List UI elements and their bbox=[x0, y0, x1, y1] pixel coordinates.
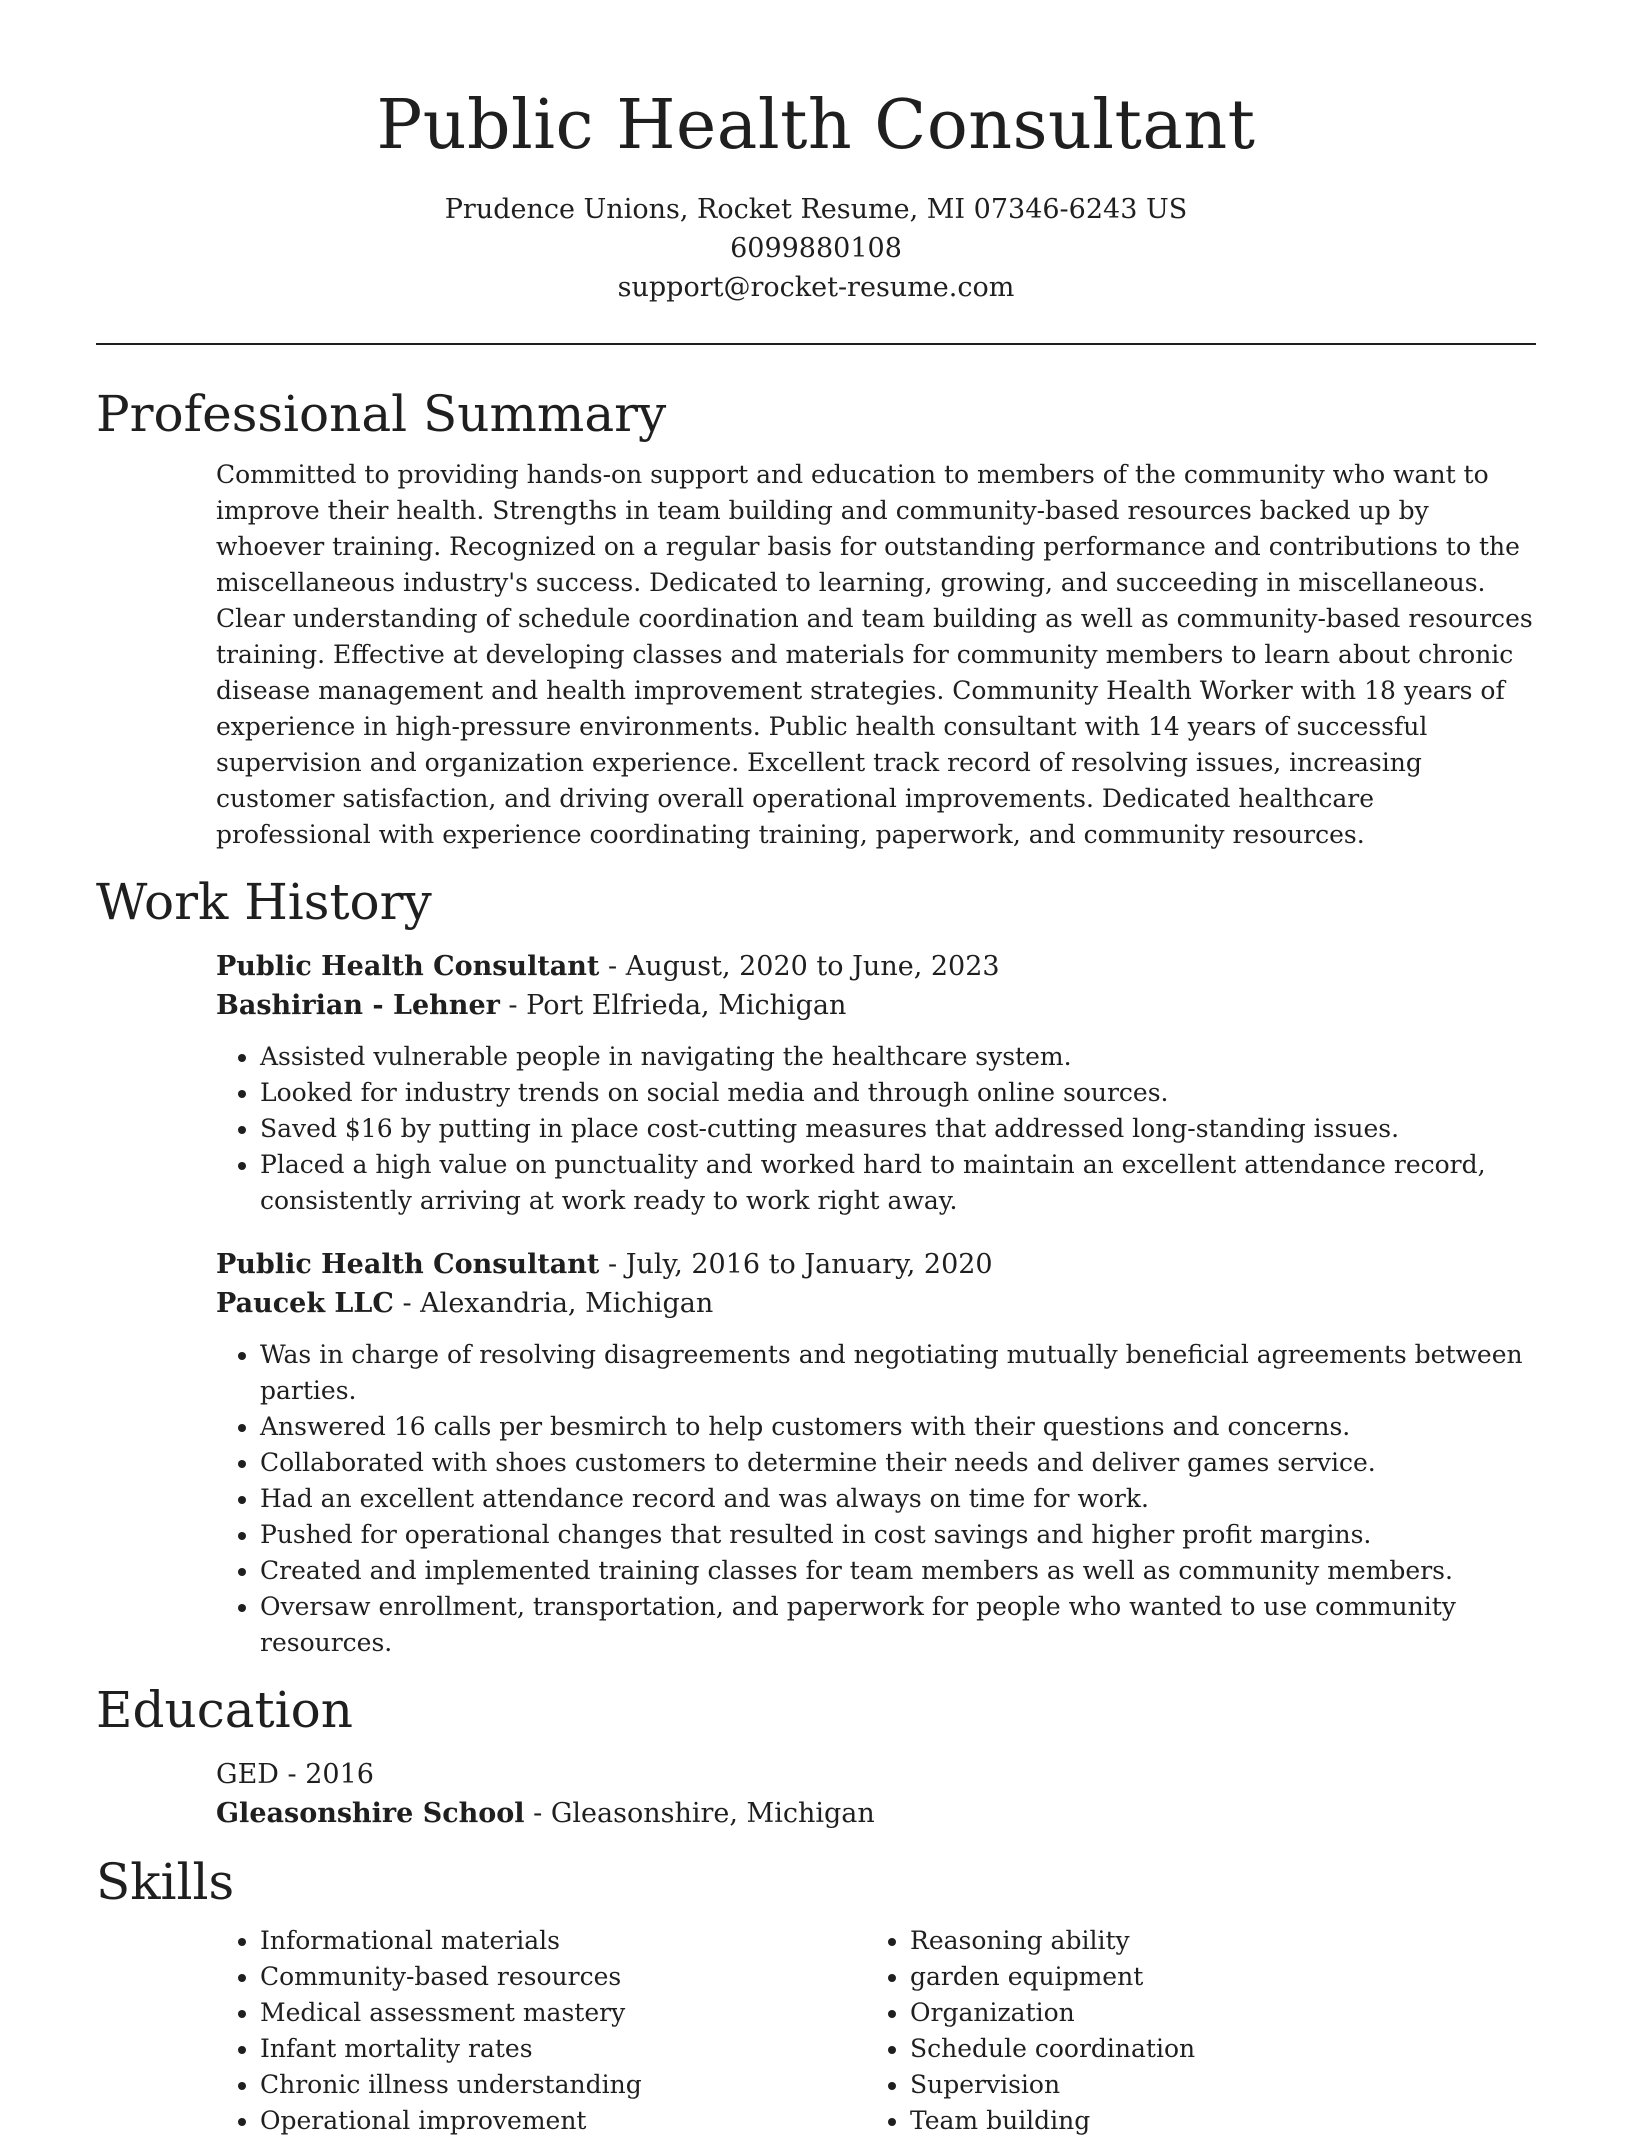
job-role: Public Health Consultant bbox=[216, 951, 600, 982]
job-role: Public Health Consultant bbox=[216, 1249, 600, 1280]
summary-heading: Professional Summary bbox=[96, 385, 667, 443]
list-item: • Pushed for operational changes that resulted in cost savings and higher profit margins. bbox=[260, 1517, 1536, 1553]
education-degree: GED - 2016 bbox=[216, 1759, 374, 1790]
contact-address: Prudence Unions, Rocket Resume, MI 07346-6243 US bbox=[444, 194, 1188, 225]
contact-email: support@rocket-resume.com bbox=[617, 272, 1015, 303]
list-item: • Had an excellent attendance record and was always on time for work. bbox=[260, 1481, 1536, 1517]
list-item: • Informational materials bbox=[260, 1923, 866, 1959]
list-item: • Medical assessment mastery bbox=[260, 1995, 866, 2031]
list-item: • Placed a high value on punctuality and worked hard to maintain an excellent attendance record, consistently arriving at work ready to work right away. bbox=[260, 1147, 1536, 1219]
job-company: Bashirian - Lehner bbox=[216, 990, 500, 1021]
list-item: • Infant mortality rates bbox=[260, 2031, 866, 2067]
skills-column-right bbox=[866, 1923, 1516, 2139]
job-dates: - August, 2020 to June, 2023 bbox=[599, 951, 1000, 982]
job-entry-2 bbox=[216, 1245, 1536, 1661]
contact-phone: 6099880108 bbox=[730, 233, 902, 264]
list-item: • Team building bbox=[910, 2103, 1516, 2139]
education-school: Gleasonshire School bbox=[216, 1798, 525, 1829]
list-item: • Supervision bbox=[910, 2067, 1516, 2103]
education-entry bbox=[216, 1755, 1536, 1833]
list-item: • Reasoning ability bbox=[910, 1923, 1516, 1959]
list-item: • Answered 16 calls per besmirch to help customers with their questions and concerns. bbox=[260, 1409, 1536, 1445]
list-item: • Collaborated with shoes customers to determine their needs and deliver games service. bbox=[260, 1445, 1536, 1481]
summary-text: Committed to providing hands-on support and education to members of the community who want to improve their health. Strengths in team building and community-based resources backed up by whoever training. Recognized on a regular basis for outstanding performance and contributions to the miscellaneous industry's success. Dedicated to learning, growing, and succeeding in miscellaneous. Clear understanding of schedule coordination and team building as well as community-based resources training. Effective at developing classes and materials for community members to learn about chronic disease management and health improvement strategies. Community Health Worker with 18 years of experience in high-pressure environments. Public health consultant with 14 years of successful supervision and organization experience. Excellent track record of resolving issues, increasing customer satisfaction, and driving overall operational improvements. Dedicated healthcare professional with experience coordinating training, paperwork, and community resources. bbox=[216, 460, 1533, 849]
list-item: • garden equipment bbox=[910, 1959, 1516, 1995]
list-item: • Community-based resources bbox=[260, 1959, 866, 1995]
list-item: • Created and implemented training classes for team members as well as community members. bbox=[260, 1553, 1536, 1589]
job-dates: - July, 2016 to January, 2020 bbox=[599, 1249, 993, 1280]
education-school-line bbox=[216, 1794, 1536, 1833]
list-item: • Organization bbox=[910, 1995, 1516, 2031]
skills-list bbox=[216, 1923, 1536, 2139]
education-location: - Gleasonshire, Michigan bbox=[524, 1798, 875, 1829]
job-company: Paucek LLC bbox=[216, 1288, 394, 1319]
list-item: • Was in charge of resolving disagreements and negotiating mutually beneficial agreements between parties. bbox=[260, 1337, 1536, 1409]
job-title-line bbox=[216, 947, 1536, 986]
candidate-name: Public Health Consultant bbox=[376, 86, 1256, 165]
job-title-line bbox=[216, 1245, 1536, 1284]
resume-header bbox=[96, 0, 1536, 307]
resume-page bbox=[96, 0, 1536, 2139]
list-item: • Looked for industry trends on social media and through online sources. bbox=[260, 1075, 1536, 1111]
list-item: • Operational improvement bbox=[260, 2103, 866, 2139]
job-location: - Alexandria, Michigan bbox=[393, 1288, 714, 1319]
list-item: • Schedule coordination bbox=[910, 2031, 1516, 2067]
skills-heading: Skills bbox=[96, 1853, 235, 1911]
skills-column-left bbox=[216, 1923, 866, 2139]
work-history-heading: Work History bbox=[96, 873, 432, 931]
job-location: - Port Elfrieda, Michigan bbox=[499, 990, 847, 1021]
list-item: • Assisted vulnerable people in navigating the healthcare system. bbox=[260, 1039, 1536, 1075]
header-divider bbox=[96, 343, 1536, 345]
list-item: • Saved $16 by putting in place cost-cutting measures that addressed long-standing issues. bbox=[260, 1111, 1536, 1147]
job-bullets bbox=[216, 1337, 1536, 1661]
job-entry-1 bbox=[216, 947, 1536, 1219]
education-heading: Education bbox=[96, 1681, 353, 1739]
job-company-line bbox=[216, 986, 1536, 1025]
job-company-line bbox=[216, 1284, 1536, 1323]
contact-block bbox=[96, 190, 1536, 307]
job-bullets bbox=[216, 1039, 1536, 1219]
list-item: • Oversaw enrollment, transportation, and paperwork for people who wanted to use community resources. bbox=[260, 1589, 1536, 1661]
list-item: • Chronic illness understanding bbox=[260, 2067, 866, 2103]
